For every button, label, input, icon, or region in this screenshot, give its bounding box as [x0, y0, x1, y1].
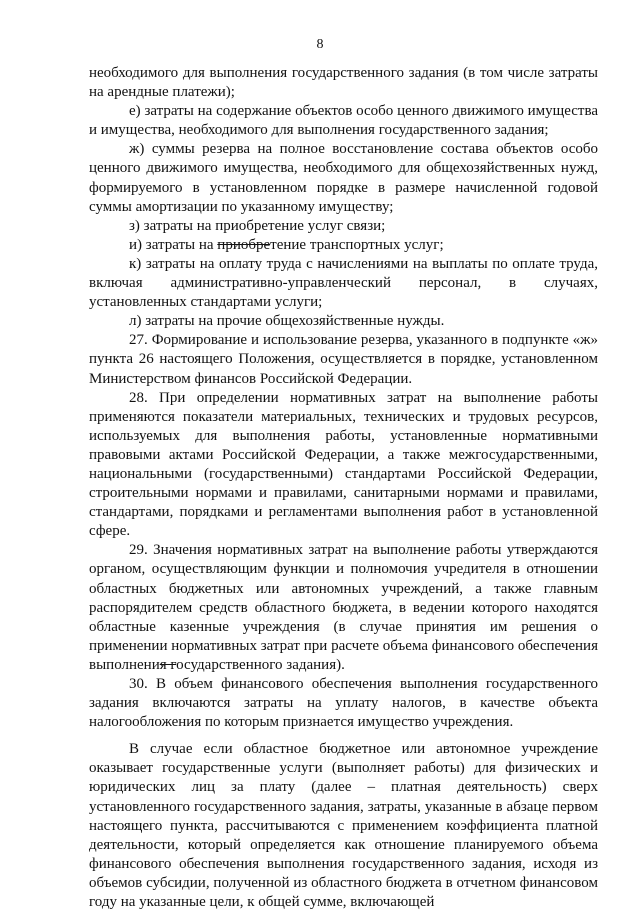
paragraph-item-zh: ж) суммы резерва на полное восстановление состава объектов особо ценного движимого имущества, необходимого для общехозяйственных нужд, формируемого в установленном порядке в размере начисленной годовой суммы амортизации по указанному имуществу;	[89, 141, 598, 215]
paragraph-item-z: з) затраты на приобретение услуг связи;	[129, 217, 386, 234]
paragraph-30: 30. В объем финансового обеспечения выполнения государственного задания включаются затраты на уплату налогов, в качестве объекта налогообложения по которым признается имущество учреждения.	[89, 676, 598, 731]
struck-text: приобре	[217, 236, 271, 253]
paragraph-continuation: необходимого для выполнения государственного задания (в том числе затраты на арендные платежи);	[89, 65, 598, 101]
paragraph-item-l: л) затраты на прочие общехозяйственные нужды.	[129, 313, 445, 330]
text-segment: и) затраты на	[129, 236, 218, 253]
paragraph-27: 27. Формирование и использование резерва, указанного в подпункте «ж» пункта 26 настоящего Положения, осуществляется в порядке, установленном Министерством финансов Российской Федерации.	[89, 332, 598, 387]
text-segment: 29. Значения нормативных затрат на выполнение работы утверждаются органом, осуществляющим функции и полномочия учредителя в отношении областных бюджетных или автономных учреждений, а также главным распорядителем средств областного бюджета, в ведении которого находятся областные казенные учреждения (в случае принятия им решения о применении нормативных затрат при расчете объема финансового обеспечения выполнени	[89, 542, 598, 673]
text-segment: тение транспортных услуг;	[270, 236, 444, 253]
paragraph-item-i	[89, 236, 598, 255]
paragraph-29	[89, 541, 598, 675]
document-body	[89, 64, 598, 912]
text-segment: осударственного задания).	[176, 656, 345, 673]
paragraph-28: 28. При определении нормативных затрат на выполнение работы применяются показатели материальных, технических и трудовых ресурсов, используемых для выполнения работы, установленные нормативными правовыми актами Российской Федерации, а также межгосударственными, национальными (государственными) стандартами Российской Федерации, строительными нормами и правилами, санитарными нормами и правилами, стандартами, порядками и регламентами выполнения работ в установленной сфере.	[89, 389, 598, 540]
page-number: 8	[316, 37, 324, 52]
struck-text: я г	[159, 656, 177, 673]
paragraph-30-continued: В случае если областное бюджетное или автономное учреждение оказывает государственные услуги (выполняет работы) для физических и юридических лиц за плату (далее – платная деятельность) сверх установленного государственного задания, затраты, указанные в абзаце первом настоящего пункта, рассчитываются с применением коэффициента платной деятельности, который определяется как отношение планируемого объема финансового обеспечения выполнения государственного задания, исходя из объемов субсидии, полученной из областного бюджета в отчетном финансовом году на указанные цели, к общей сумме, включающей	[89, 741, 598, 911]
paragraph-item-e: е) затраты на содержание объектов особо ценного движимого имущества и имущества, необходимого для выполнения государственного задания;	[89, 103, 598, 139]
paragraph-item-k: к) затраты на оплату труда с начислениями на выплаты по оплате труда, включая административно-управленческий персонал, в случаях, установленных стандартами услуги;	[89, 255, 598, 311]
